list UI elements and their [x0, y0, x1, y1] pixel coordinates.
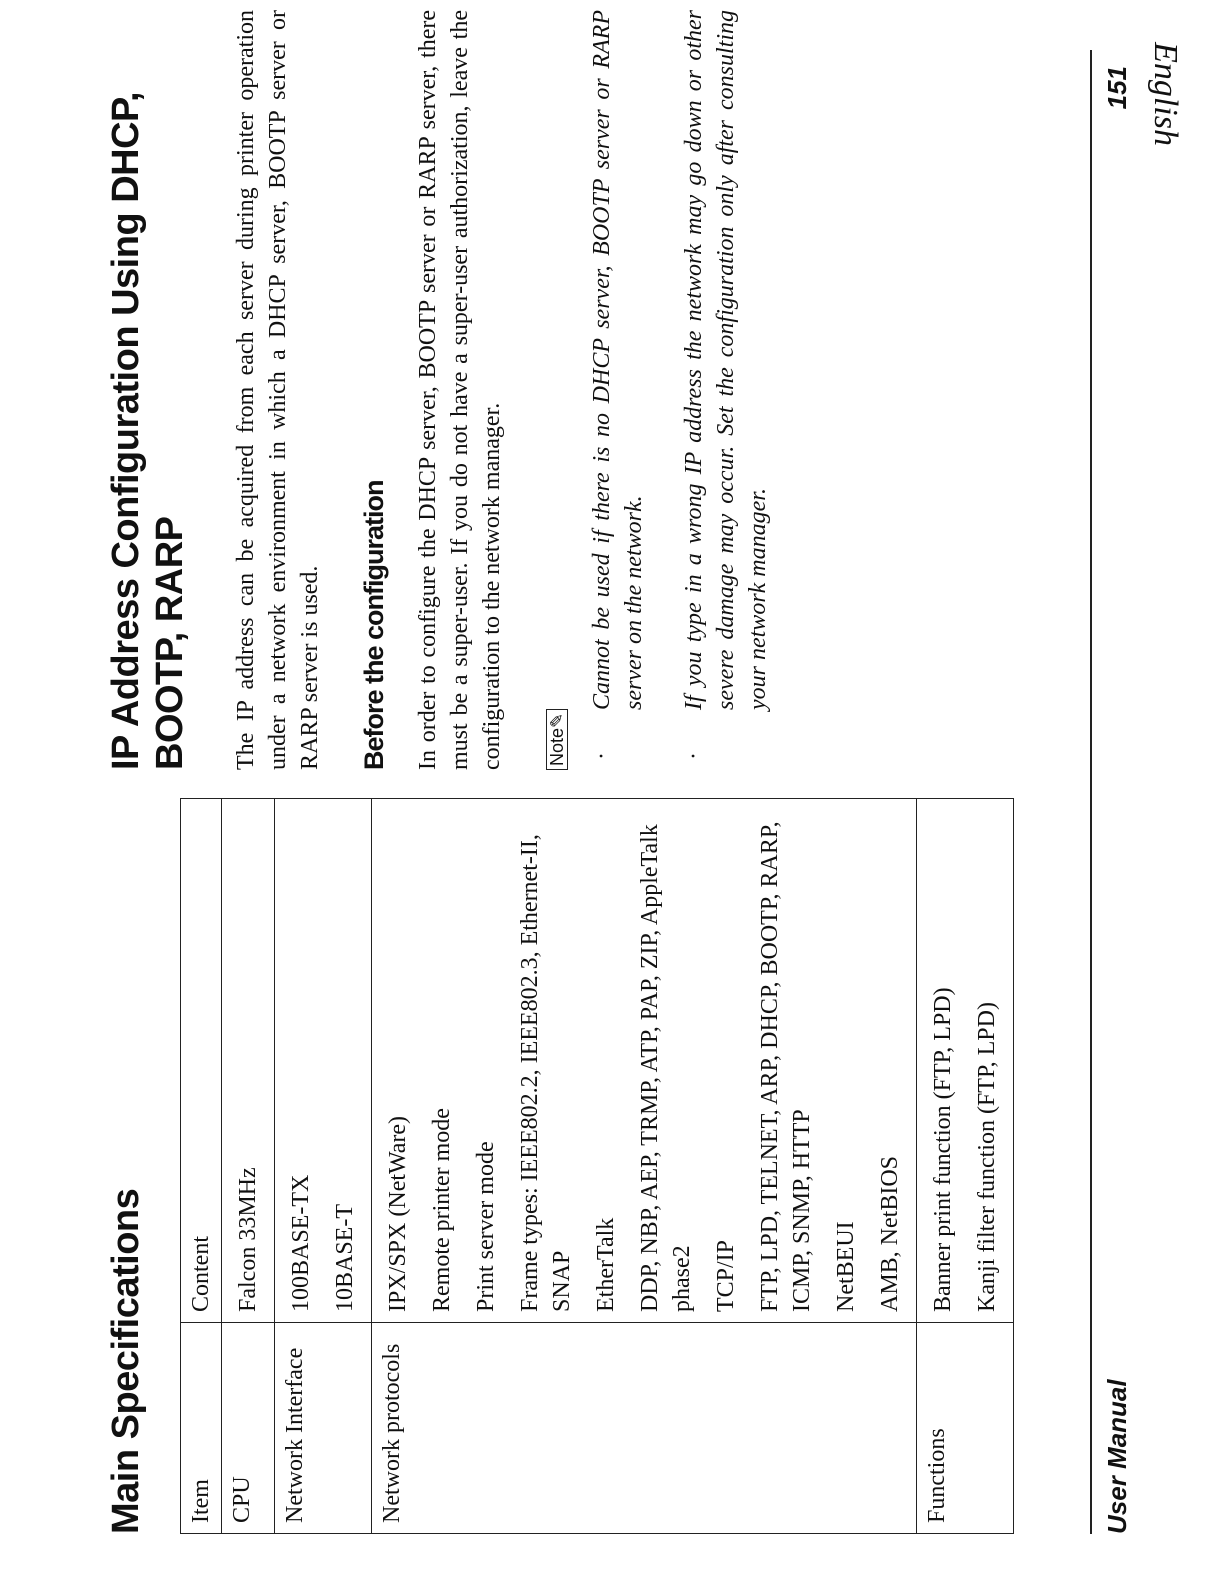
content-line: EtherTalk	[593, 1217, 619, 1312]
content-line: Banner print function (FTP, LPD)	[930, 987, 956, 1312]
item-cell: CPU	[222, 1323, 275, 1534]
table-row-network-interface	[275, 799, 372, 1534]
header-content: Content	[181, 799, 222, 1323]
item-cell: Functions	[917, 1323, 1014, 1534]
table-row-functions	[917, 799, 1014, 1534]
content-cell	[275, 799, 372, 1323]
page-number: 151	[1102, 66, 1132, 110]
notes-list	[586, 10, 774, 770]
list-item: · Cannot be used if there is no DHCP server, BOOTP server or RARP server on the network.	[586, 10, 650, 770]
item-cell: Network Interface	[275, 1323, 372, 1534]
content-cell	[372, 799, 917, 1323]
table-row-network-protocols	[372, 799, 917, 1534]
item-cell: Network protocols	[372, 1323, 917, 1534]
content-line: TCP/IP	[713, 1239, 739, 1312]
table-row-cpu	[222, 799, 275, 1534]
content-line: Kanji filter function (FTP, LPD)	[974, 1002, 1000, 1312]
main-specifications-title: Main Specifications	[105, 1188, 147, 1534]
ip-config-section	[230, 10, 802, 770]
before-configuration-paragraph: In order to configure the DHCP server, BOOTP server or RARP server, there must be a super-user. If you do not have a super-user authorization, leave the configuration to the network manager.	[415, 10, 505, 770]
note-badge	[546, 709, 568, 770]
content-line: DDP, NBP, AEP, TRMP, ATP, PAP, ZIP, AppleTalk phase2	[637, 824, 695, 1312]
footer-title: User Manual	[1102, 1379, 1132, 1534]
content-line: Frame types: IEEE802.2, IEEE802.3, Ethernet-II, SNAP	[517, 834, 575, 1312]
header-item: Item	[181, 1323, 222, 1534]
list-item: · If you type in a wrong IP address the network may go down or other severe damage may occur. Set the configuration only after consulting your network manager.	[678, 10, 774, 770]
content-line: Print server mode	[473, 1141, 499, 1312]
pencil-icon: ✎	[547, 712, 567, 728]
content-line: 10BASE-T	[332, 1204, 358, 1312]
footer-divider	[1090, 50, 1092, 1534]
content-line: AMB, NetBIOS	[877, 1155, 903, 1312]
table-header-row	[181, 799, 222, 1534]
content-line: 100BASE-TX	[288, 1174, 314, 1312]
content-line: FTP, LPD, TELNET, ARP, DHCP, BOOTP, RARP, ICMP, SNMP, HTTP	[757, 821, 815, 1312]
content-line: Falcon 33MHz	[235, 1167, 261, 1312]
note-label: Note	[547, 727, 567, 766]
content-line: Remote printer mode	[429, 1108, 455, 1312]
content-cell	[917, 799, 1014, 1323]
language-label: English	[1147, 42, 1184, 146]
content-line: IPX/SPX (NetWare)	[385, 1115, 411, 1312]
ip-config-title: IP Address Configuration Using DHCP, BOOTP, RARP	[105, 91, 191, 770]
content-line: NetBEUI	[833, 1221, 859, 1312]
content-cell	[222, 799, 275, 1323]
intro-paragraph: The IP address can be acquired from each server during printer operation under a network environment in which a DHCP server, BOOTP server or RARP server is used.	[233, 10, 323, 770]
specifications-table	[180, 798, 1014, 1534]
before-configuration-heading: Before the configuration	[359, 480, 389, 770]
